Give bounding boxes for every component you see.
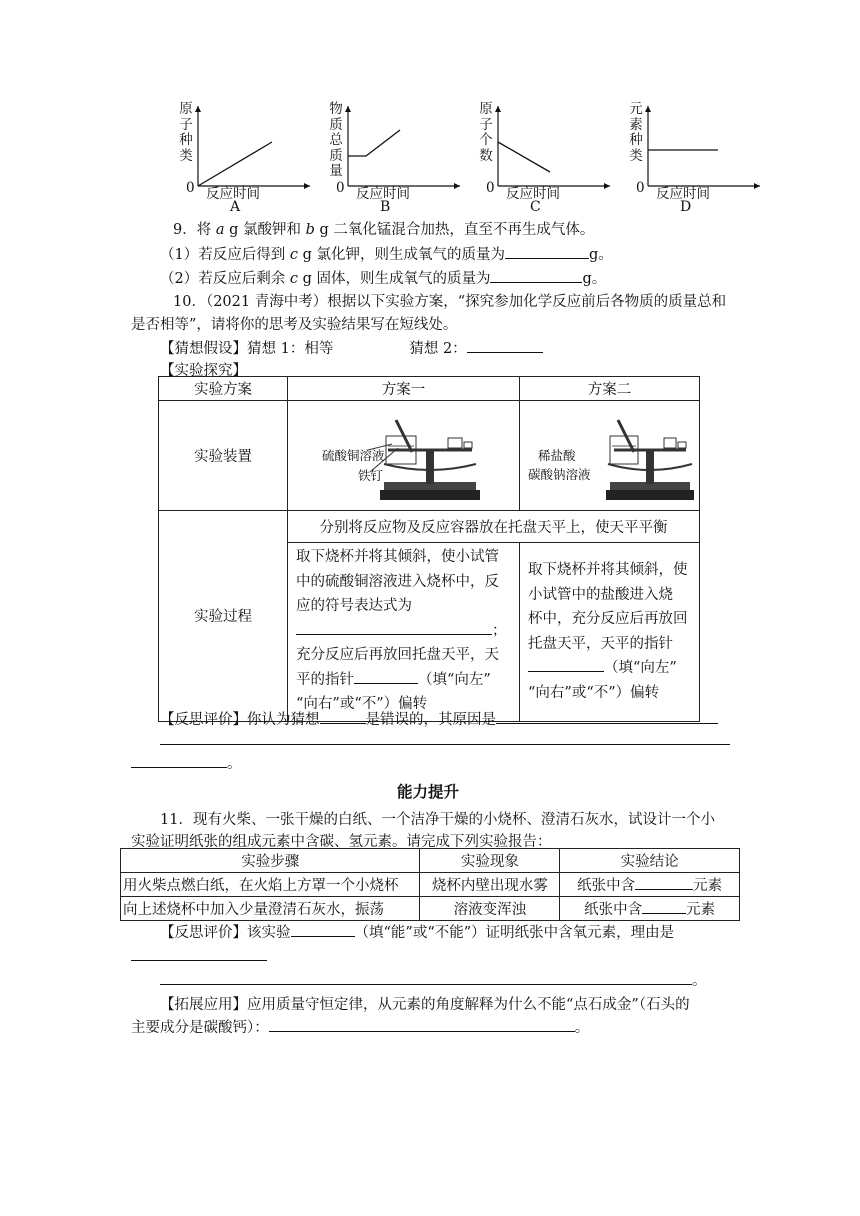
q10-pointer1-blank[interactable] [354,669,418,684]
label-dilute-hcl: 稀盐酸 [538,447,576,463]
y-axis-label: 物 质 总 质 量 [329,101,343,179]
row-device-label: 实验装置 [159,401,288,511]
y-arrow [195,106,201,112]
th-scheme: 实验方案 [159,377,288,401]
q10-reflection: 【反思评价】你认为猜想 是错误的，其原因是 [160,708,718,729]
th-phenomenon: 实验现象 [420,849,560,873]
q10-equation-blank[interactable] [296,620,492,635]
q10-reason-line2[interactable] [160,744,730,745]
y-arrow [495,106,501,112]
q11-element2-blank[interactable] [642,899,686,914]
y-arrow [345,106,351,112]
table-row [121,873,740,897]
conclusion-cell: 纸张中含 元素 [560,873,740,897]
x-axis-label: 反应时间 [506,186,560,202]
th-scheme-two: 方案二 [520,377,700,401]
q9-sub1: （1）若反应后得到 c g 氯化钾，则生成氧气的质量为 g。 [160,243,613,264]
graph-caption: A [230,199,241,215]
q11-extension: 【拓展应用】应用质量守恒定律，从元素的角度解释为什么不能“点石成金”（石头的 [160,997,690,1013]
x-axis-label: 反应时间 [656,186,710,202]
phenomenon-cell: 烧杯内壁出现水雾 [420,873,560,897]
process-one: 取下烧杯并将其倾斜，使小试管 中的硫酸铜溶液进入烧杯中，反 应的符号表达式为 ； 充分反应后再放回托盘天平，天 平的指针 （填“向左” “向右”或“不”）偏转 [288,543,520,722]
row-process-label: 实验过程 [159,511,288,722]
graph-a [170,102,320,220]
x-axis-label: 反应时间 [206,186,260,202]
q9-sub2-blank[interactable] [490,268,582,283]
x-arrow [304,183,310,189]
q10-wrong-guess-blank[interactable] [320,709,366,724]
q9-sub2: （2）若反应后剩余 c g 固体，则生成氧气的质量为 g。 [160,267,606,288]
q11-can-blank[interactable] [291,922,355,937]
label-copper-sulfate: 硫酸铜溶液 [322,447,385,463]
origin-label: 0 [486,180,495,196]
q10-stem-line2: 是否相等”，请将你的思考及实验结果写在短线处。 [131,317,458,333]
section-heading: 能力提升 [397,783,460,801]
q11-report-table [120,848,740,921]
label-iron-nail: 铁钉 [358,467,384,483]
y-axis-label: 原 子 种 类 [179,101,193,164]
step-cell: 用火柴点燃白纸，在火焰上方罩一个小烧杯 [121,873,420,897]
q9-sub1-blank[interactable] [505,244,589,259]
device-two [520,401,700,511]
q11-element1-blank[interactable] [635,875,693,890]
graph-curve [198,142,272,186]
q11-extension-blank[interactable] [269,1017,575,1032]
graph-d [620,102,770,220]
phenomenon-cell: 溶液变浑浊 [420,897,560,921]
origin-label: 0 [336,180,345,196]
q11-stem-line1: 11．现有火柴、一张干燥的白纸、一个洁净干燥的小烧杯、澄清石灰水，试设计一个小 [160,812,715,828]
device-one [288,401,520,511]
q9-stem: 9．将 a g 氯酸钾和 b g 二氧化锰混合加热，直至不再生成气体。 [173,222,595,238]
th-step: 实验步骤 [121,849,420,873]
q10-explore-heading: 【实验探究】 [160,363,247,379]
q11-stem-line2: 实验证明纸张的组成元素中含碳、氢元素。请完成下列实验报告： [131,834,552,850]
graph-caption: D [680,199,692,215]
process-common-step: 分别将反应物及反应容器放在托盘天平上，使天平平衡 [288,511,700,543]
x-arrow [754,183,760,189]
origin-label: 0 [636,180,645,196]
y-axis-label: 原 子 个 数 [479,101,493,164]
q10-pointer2-blank[interactable] [528,657,604,672]
q10-hypothesis: 【猜想假设】猜想 1：相等 猜想 2： [160,337,543,358]
graph-caption: C [530,199,541,215]
q11-reason-blank2[interactable] [160,970,692,985]
y-axis-label: 元 素 种 类 [629,101,643,164]
conclusion-cell: 纸张中含 元素 [560,897,740,921]
q11-reason-blank[interactable] [131,960,267,961]
q10-reason-line3: 。 [131,752,242,773]
y-arrow [645,106,651,112]
q11-reason-line2: 。 [160,969,707,990]
x-axis-label: 反应时间 [356,186,410,202]
q11-extension-line2: 主要成分是碳酸钙）： 。 [131,1016,589,1037]
graph-curve [348,130,400,156]
label-sodium-carbonate: 碳酸钠溶液 [528,466,591,482]
graph-curve [498,142,550,172]
table-row [121,897,740,921]
graph-caption: B [380,199,391,215]
q11-reflection: 【反思评价】该实验 （填“能”或“不能”）证明纸张中含氧元素，理由是 [160,921,674,942]
x-arrow [604,183,610,189]
graph-c [470,102,620,220]
x-arrow [454,183,460,189]
origin-label: 0 [186,180,195,196]
q10-hypothesis2-blank[interactable] [467,338,543,353]
process-two: 取下烧杯并将其倾斜，使 小试管中的盐酸进入烧 杯中，充分反应后再放回 托盘天平，天平的指针 （填“向左” “向右”或“不”）偏转 [520,543,700,722]
step-cell: 向上述烧杯中加入少量澄清石灰水，振荡 [121,897,420,921]
q10-reason-blank3[interactable] [131,753,227,768]
q10-reason-blank[interactable] [496,709,718,724]
q10-stem-line1: 10．（2021 青海中考）根据以下实验方案，“探究参加化学反应前后各物质的质量总和 [173,294,727,310]
th-conclusion: 实验结论 [560,849,740,873]
th-scheme-one: 方案一 [288,377,520,401]
q10-experiment-table [158,376,700,722]
graph-b [320,102,470,220]
